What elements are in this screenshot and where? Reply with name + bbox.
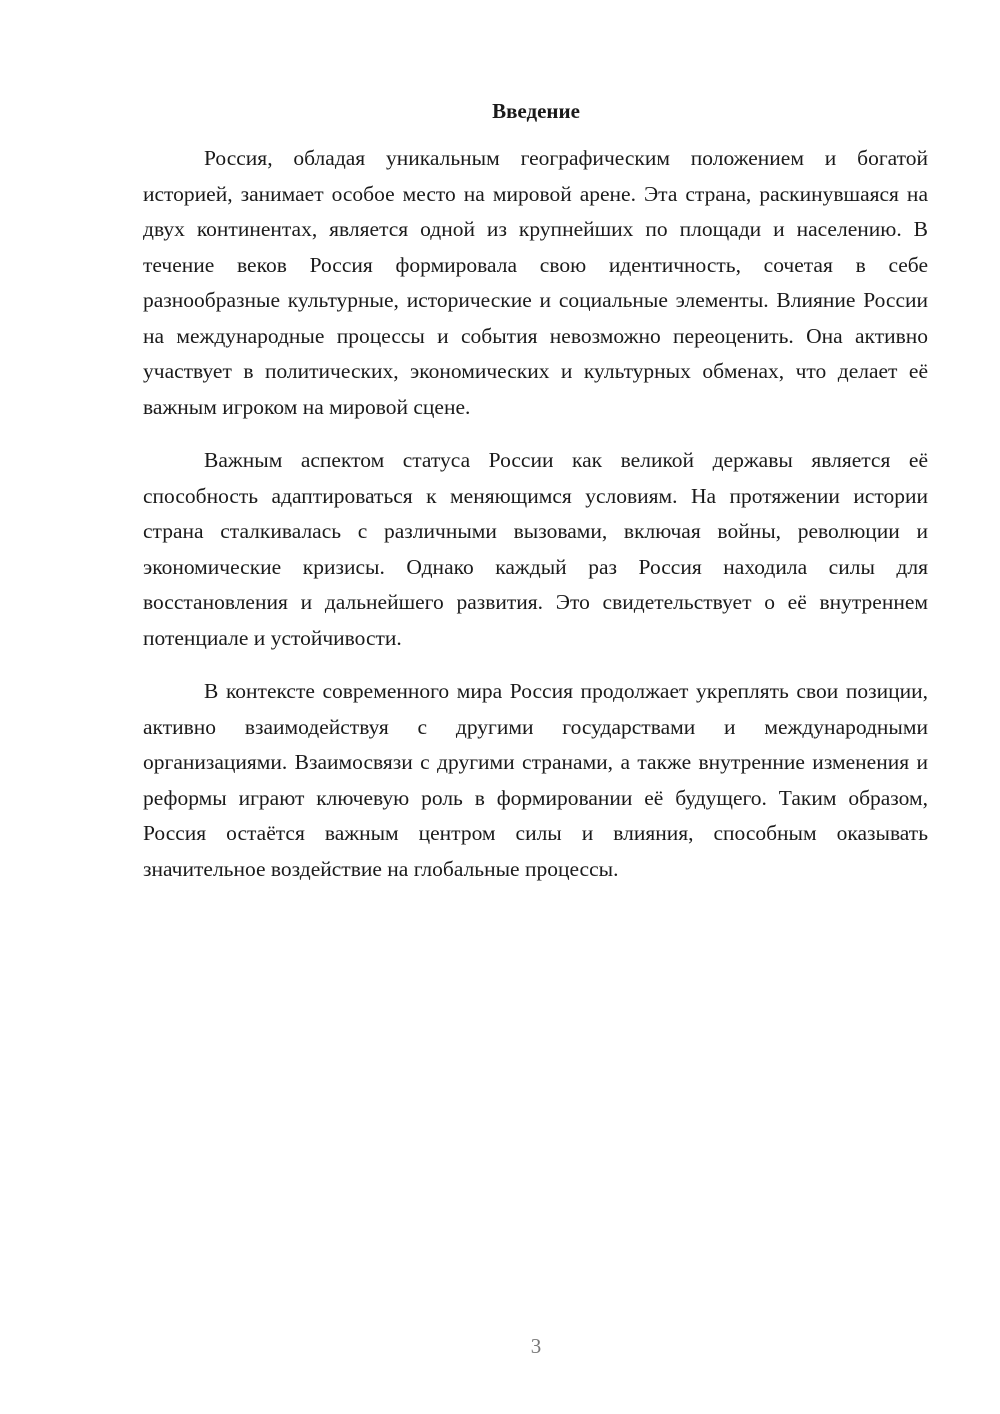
paragraph-1: Россия, обладая уникальным географическим положением и богатой историей, занимает особое место на мировой арене. Эта страна, раскинувшаяся на двух континентах, является одной из крупнейших по площади и населению. В течение веков Россия формировала свою идентичность, сочетая в себе разнообразные культурные, исторические и социальные элементы. Влияние России на международные процессы и события невозможно переоценить. Она активно участвует в политических, экономических и культурных обменах, что делает её важным игроком на мировой сцене.	[143, 146, 928, 419]
page-number: 3	[530, 1334, 542, 1358]
body-text	[143, 141, 928, 905]
paragraph-3: В контексте современного мира Россия продолжает укреплять свои позиции, активно взаимодействуя с другими государствами и международными организациями. Взаимосвязи с другими странами, а также внутренние изменения и реформы играют ключевую роль в формировании её будущего. Таким образом, Россия остаётся важным центром силы и влияния, способным оказывать значительное воздействие на глобальные процессы.	[143, 679, 928, 881]
paragraph-2: Важным аспектом статуса России как великой державы является её способность адаптироваться к меняющимся условиям. На протяжении истории страна сталкивалась с различными вызовами, включая войны, революции и экономические кризисы. Однако каждый раз Россия находила силы для восстановления и дальнейшего развития. Это свидетельствует о её внутреннем потенциале и устойчивости.	[143, 448, 928, 650]
section-heading: Введение	[492, 99, 580, 123]
